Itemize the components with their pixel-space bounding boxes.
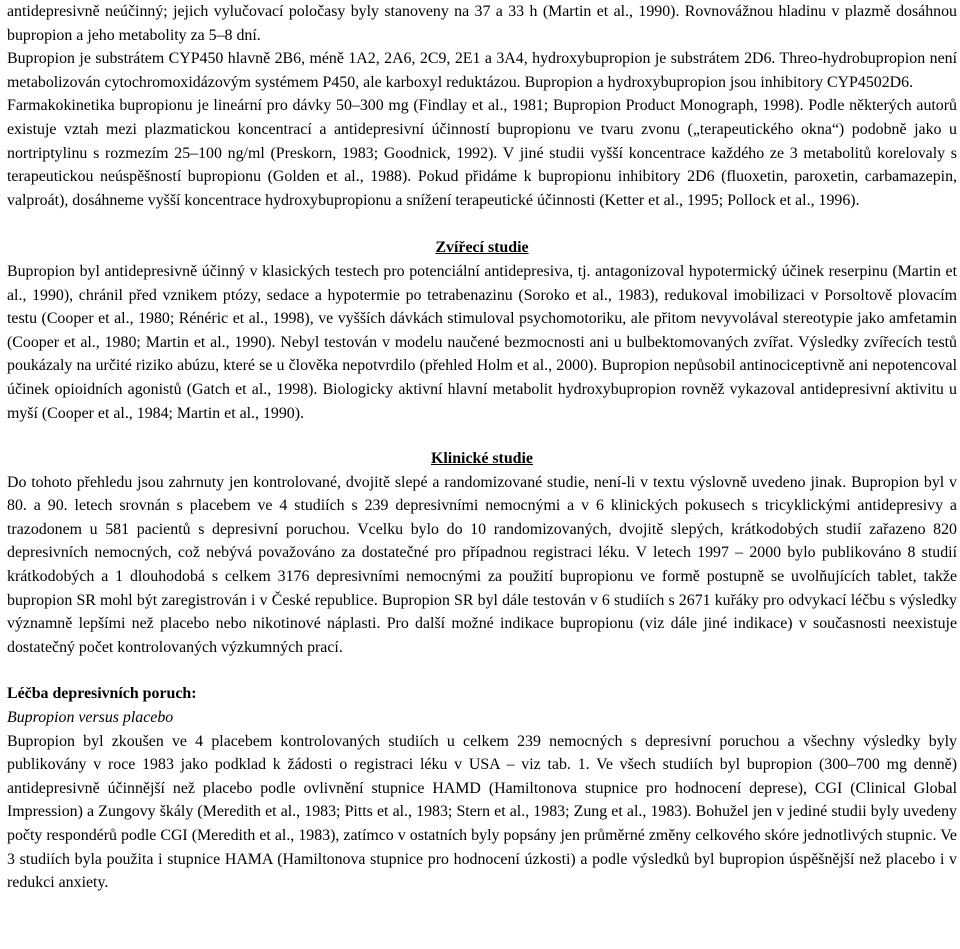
- section-heading-animal-studies: Zvířecí studie: [435, 239, 529, 257]
- animal-studies-paragraph: Bupropion byl antidepresivně účinný v klasických testech pro potenciální antidepresiva, tj. antagonizoval hypotermický účinek reserpinu (Martin et al., 1990), chránil před vznikem ptózy, sedace a hypotermie po tetrabenazinu (Soroko et al., 1983), redukoval imobilizaci v Porsoltově plovacím testu (Cooper et al., 1980; Rénéric et al., 1998), ve vyšších dávkách stimuloval psychomotoriku, ale přitom nevyvolával stereotypie jako amfetamin (Cooper et al., 1980; Martin et al., 1990). Nebyl testován v modelu naučené bezmocnosti ani u bulbektomovaných zvířat. Výsledky zvířecích testů poukázaly na určité riziko abúzu, které se u člověka nepotvrdilo (přehled Holm et al., 2000). Bupropion nepůsobil antinociceptivně ani nepotencoval účinek opioidních agonistů (Gatch et al., 1998). Biologicky aktivní hlavní metabolit hydroxybupropion rovněž vykazoval antidepresivní aktivitu u myší (Cooper et al., 1984; Martin et al., 1990).: [7, 262, 957, 422]
- intro-paragraph-3: Farmakokinetika bupropionu je lineární pro dávky 50–300 mg (Findlay et al., 1981; Bupropion Product Monograph, 1998). Podle některých autorů existuje vztah mezi plazmatickou koncentrací a antidepresivní účinností bupropionu ve tvaru zvonu („terapeutického okna“) podobně jako u nortriptylinu s rozmezím 25–100 ng/ml (Preskorn, 1983; Goodnick, 1992). V jiné studii vyšší koncentrace každého ze 3 metabolitů korelovaly s terapeutickou neúspěšností bupropionu (Golden et al., 1988). Pokud přidáme k bupropionu inhibitory 2D6 (fluoxetin, paroxetin, carbamazepin, valproát), dosáhneme vyšší koncentrace hydroxybupropionu a snížení terapeutické účinnosti (Ketter et al., 1995; Pollock et al., 1996).: [7, 97, 957, 209]
- clinical-studies-paragraph: Do tohoto přehledu jsou zahrnuty jen kontrolované, dvojitě slepé a randomizované studie, není-li v textu výslovně uvedeno jinak. Bupropion byl v 80. a 90. letech srovnán s placebem ve 4 studiích s 239 depresivními nemocnými a v 6 klinických pokusech s tricyklickými antidepresivy a trazodonem u 581 pacientů s depresivní poruchou. Vcelku bylo do 10 randomizovaných, dvojitě slepých, krátkodobých studií zařazeno 820 depresivních nemocných, což nebývá považováno za dostatečné pro případnou registraci léku. V letech 1997 – 2000 bylo publikováno 8 studií krátkodobých a 1 dlouhodobá s celkem 3176 depresivními nemocnými za použití bupropionu ve formě postupně se uvolňujících tablet, takže bupropion SR mohl být zaregistrován i v České republice. Bupropion SR byl dále testován v 6 studiích s 2671 kuřáky pro odvykací léčbu s výsledky významně lepšími než placebo nebo nikotinové náplasti. Pro další možné indikace bupropionu (viz dále jiné indikace) v současnosti neexistuje dostatečný počet kontrolovaných výzkumných prací.: [7, 473, 957, 656]
- section-heading-depression-treatment: Léčba depresivních poruch:: [7, 685, 197, 703]
- section-spacer: [7, 659, 957, 682]
- section-spacer: [7, 212, 957, 236]
- section-heading-clinical-studies: Klinické studie: [431, 450, 533, 468]
- subheading-bupropion-vs-placebo: Bupropion versus placebo: [7, 709, 174, 727]
- intro-paragraph-1: antidepresivně neúčinný; jejich vylučovací poločasy byly stanoveny na 37 a 33 h (Martin et al., 1990). Rovnovážnou hladinu v plazmě dosáhnou bupropion a jeho metabolity za 5–8 dní.: [7, 3, 957, 44]
- bupropion-vs-placebo-paragraph: Bupropion byl zkoušen ve 4 placebem kontrolovaných studiích u celkem 239 nemocných s depresivní poruchou a všechny výsledky byly publikovány v roce 1983 jako podklad k žádosti o registraci léku v USA – viz tab. 1. Ve všech studiích byl bupropion (300–700 mg denně) antidepresivně účinnější než placebo podle ovlivnění stupnice HAMD (Hamiltonova stupnice pro hodnocení deprese), CGI (Clinical Global Impression) a Zungovy škály (Meredith et al., 1983; Pitts et al., 1983; Stern et al., 1983; Zung et al., 1983). Bohužel jen v jediné studii byly uvedeny počty respondérů podle CGI (Meredith et al., 1983), zatímco v ostatních byly popsány jen průměrné změny celkového skóre jednotlivých stupnic. Ve 3 studiích byla použita i stupnice HAMA (Hamiltonova stupnice pro hodnocení úzkosti) a podle výsledků byl bupropion úspěšnější než placebo i v redukci anxiety.: [7, 732, 957, 892]
- section-spacer: [7, 425, 957, 447]
- intro-paragraph-2: Bupropion je substrátem CYP450 hlavně 2B6, méně 1A2, 2A6, 2C9, 2E1 a 3A4, hydroxybupropion je substrátem 2D6. Threo-hydrobupropion není metabolizován cytochromoxidázovým systémem P450, ale karboxyl reduktázou. Bupropion a hydroxybupropion jsou inhibitory CYP4502D6.: [7, 50, 957, 91]
